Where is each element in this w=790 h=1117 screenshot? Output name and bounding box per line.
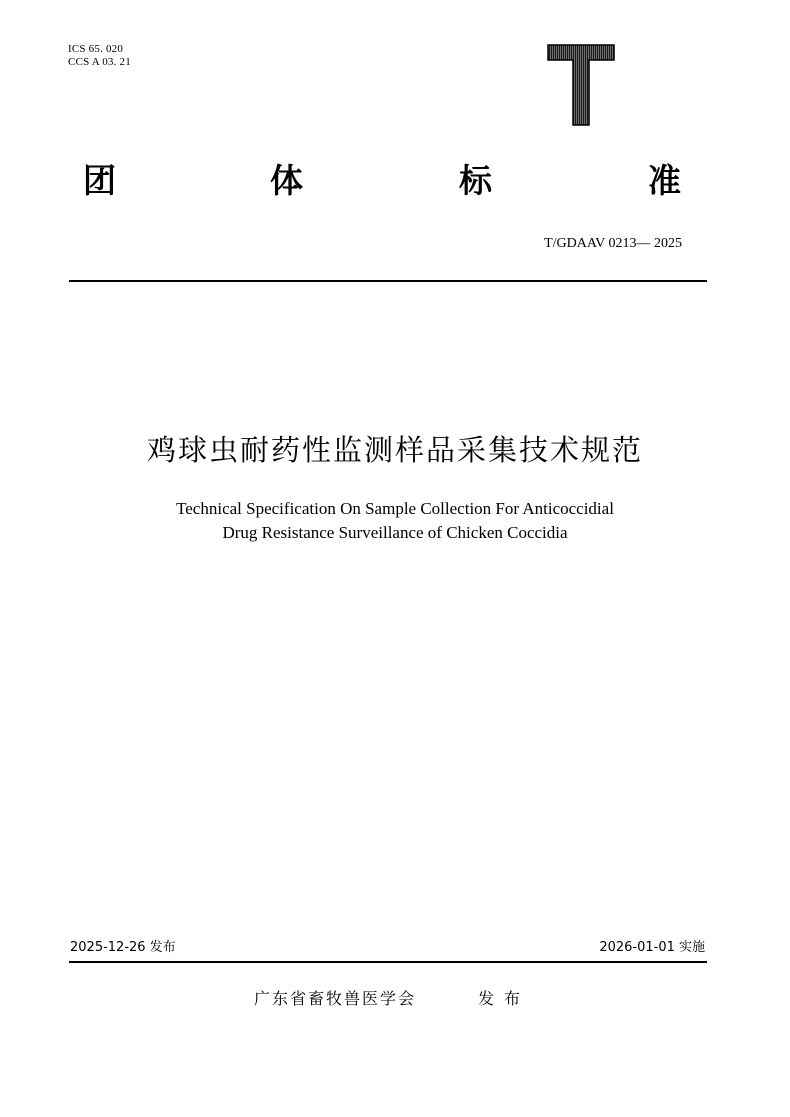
chinese-title: 鸡球虫耐药性监测样品采集技术规范 xyxy=(146,433,643,467)
footer-divider xyxy=(69,961,707,963)
issue-date: 2025-12-26 发布 xyxy=(70,940,176,955)
standard-type-char-4: 准 xyxy=(648,161,681,200)
classification-codes xyxy=(68,43,131,69)
standard-type-char-1: 团 xyxy=(83,161,116,200)
ccs-code: CCS A 03. 21 xyxy=(68,56,131,68)
standard-type-char-3: 标 xyxy=(459,161,492,200)
english-title-line-1: Technical Specification On Sample Collection For Anticoccidial xyxy=(176,499,614,518)
standard-number: T/GDAAV 0213— 2025 xyxy=(544,236,682,251)
publish-label: 发布 xyxy=(478,989,531,1008)
implementation-date: 2026-01-01 实施 xyxy=(599,940,705,955)
english-title-line-2: Drug Resistance Surveillance of Chicken Coccidia xyxy=(222,523,568,542)
ics-code: ICS 65. 020 xyxy=(68,43,124,55)
standard-type-T-logo xyxy=(547,44,615,126)
header-divider xyxy=(69,280,707,282)
publisher-name: 广东省畜牧兽医学会 xyxy=(254,989,417,1008)
standard-type-char-2: 体 xyxy=(270,161,303,200)
